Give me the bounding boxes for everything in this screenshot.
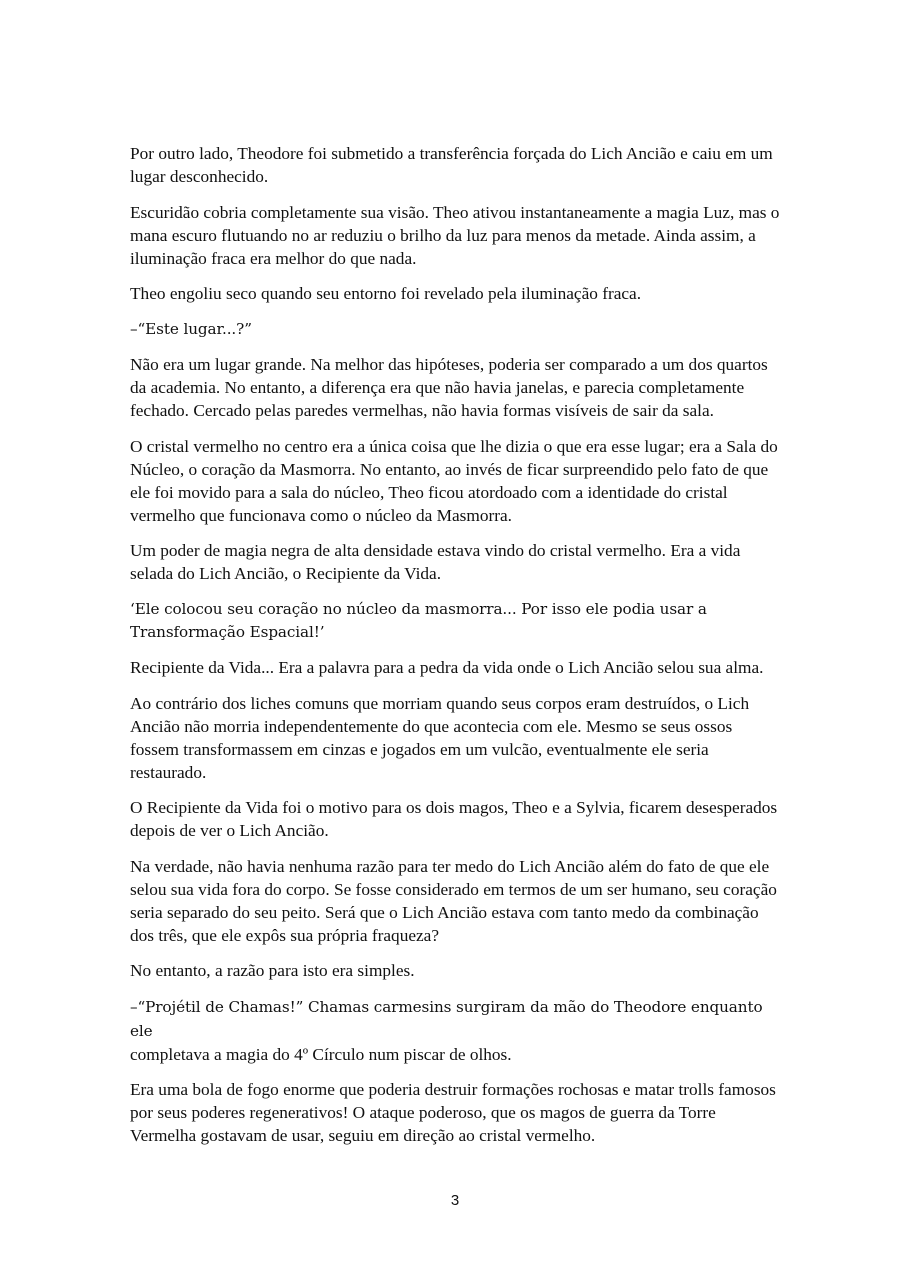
paragraph: Recipiente da Vida... Era a palavra para a pedra da vida onde o Lich Ancião selou sua alma. xyxy=(130,658,764,677)
page-body xyxy=(130,142,782,1160)
paragraph: Não era um lugar grande. Na melhor das hipóteses, poderia ser comparado a um dos quartos da academia. No entanto, a diferença era que não havia janelas, e parecia completamente fechado. Cercado pelas paredes vermelhas, não havia formas visíveis de sair da sala. xyxy=(130,355,768,420)
paragraph: O Recipiente da Vida foi o motivo para os dois magos, Theo e a Sylvia, ficarem desesperados depois de ver o Lich Ancião. xyxy=(130,798,778,840)
paragraph-continuation: completava a magia do 4º Círculo num piscar de olhos. xyxy=(130,1044,512,1064)
dialogue-paragraph xyxy=(130,995,782,1066)
thought-line: ‘Ele colocou seu coração no núcleo da masmorra... Por isso ele podia usar a Transformação Espacial!’ xyxy=(130,599,707,641)
page-number: 3 xyxy=(450,1192,460,1209)
paragraph: Na verdade, não havia nenhuma razão para ter medo do Lich Ancião além do fato de que ele selou sua vida fora do corpo. Se fosse considerado em termos de um ser humano, seu coração seria separado do seu peito. Será que o Lich Ancião estava com tanto medo da combinação dos três, que ele expôs sua própria fraqueza? xyxy=(130,856,777,945)
paragraph: Um poder de magia negra de alta densidade estava vindo do cristal vermelho. Era a vida selada do Lich Ancião, o Recipiente da Vida. xyxy=(130,541,741,583)
paragraph: Escuridão cobria completamente sua visão. Theo ativou instantaneamente a magia Luz, mas o mana escuro flutuando no ar reduziu o brilho da luz para menos da metade. Ainda assim, a iluminação fraca era melhor do que nada. xyxy=(130,202,780,268)
paragraph: Era uma bola de fogo enorme que poderia destruir formações rochosas e matar trolls famosos por seus poderes regenerativos! O ataque poderoso, que os magos de guerra da Torre Vermelha gostavam de usar, seguiu em direção ao cristal vermelho. xyxy=(130,1080,776,1145)
paragraph: No entanto, a razão para isto era simples. xyxy=(130,961,415,980)
paragraph: Ao contrário dos liches comuns que morriam quando seus corpos eram destruídos, o Lich Ancião não morria independentemente do que acontecia com ele. Mesmo se seus ossos fossem transformassem em cinzas e jogados em um vulcão, eventualmente ele seria restaurado. xyxy=(130,693,750,782)
paragraph: Theo engoliu seco quando seu entorno foi revelado pela iluminação fraca. xyxy=(130,284,642,303)
paragraph: O cristal vermelho no centro era a única coisa que lhe dizia o que era esse lugar; era a Sala do Núcleo, o coração da Masmorra. No entanto, ao invés de ficar surpreendido pelo fato de que ele foi movido para a sala do núcleo, Theo ficou atordoado com a identidade do cristal vermelho que funcionava como o núcleo da Masmorra. xyxy=(130,436,778,525)
dialogue-line: –“Projétil de Chamas!” Chamas carmesins surgiram da mão do Theodore enquanto ele xyxy=(130,997,763,1040)
paragraph: Por outro lado, Theodore foi submetido a transferência forçada do Lich Ancião e caiu em um lugar desconhecido. xyxy=(130,144,773,186)
dialogue-line: –“Este lugar...?” xyxy=(130,319,252,338)
